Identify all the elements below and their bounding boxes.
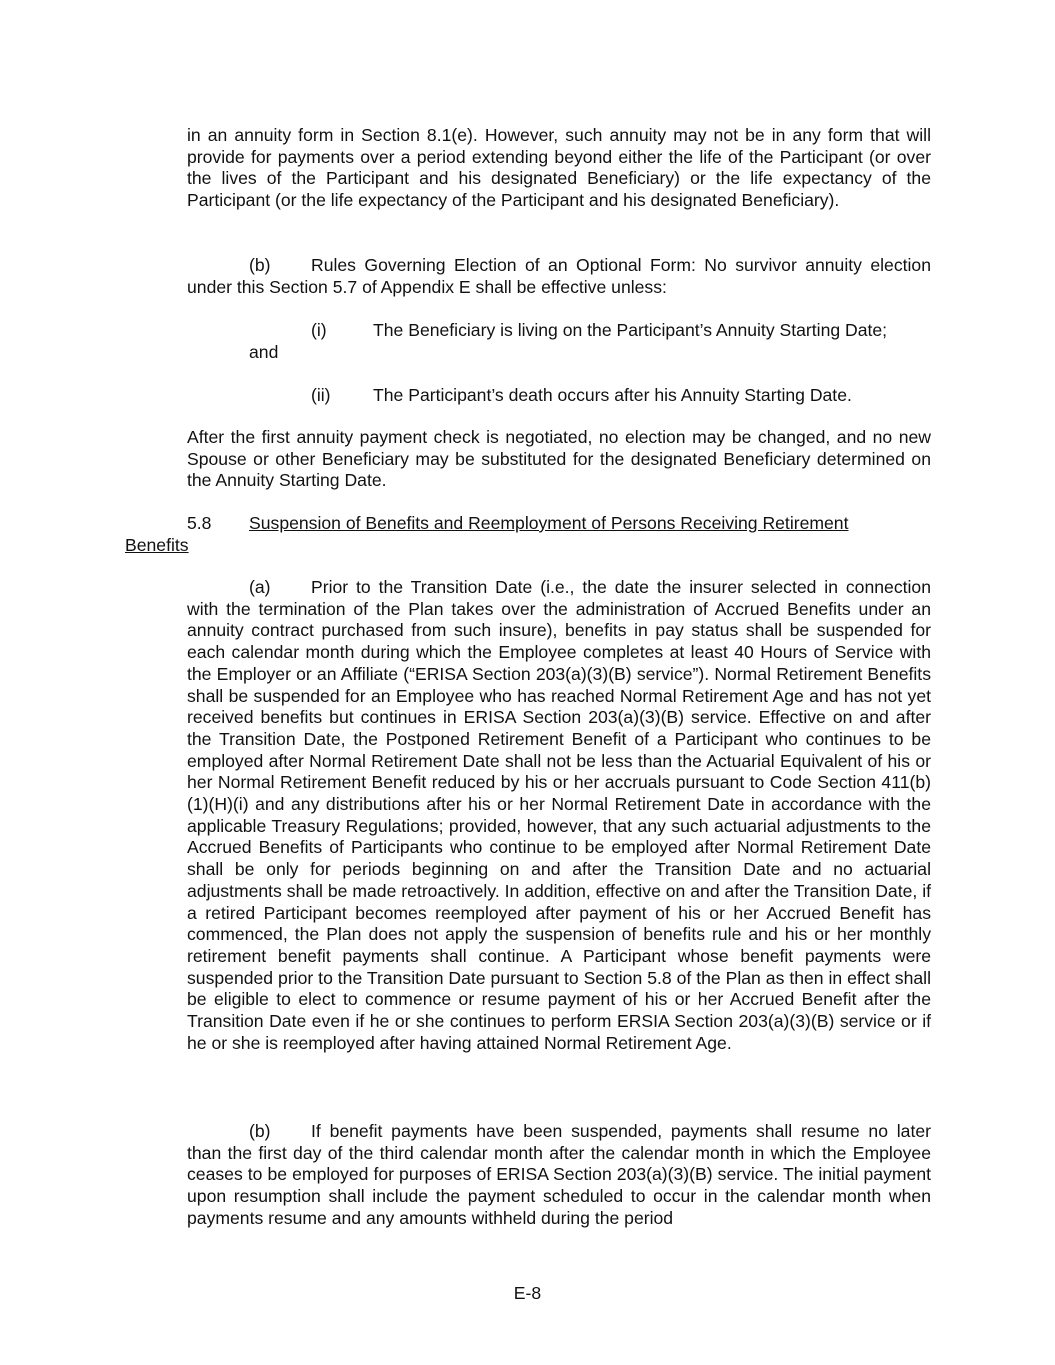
paragraph-a-label: (a) <box>249 577 271 597</box>
item-ii-label: (ii) <box>311 385 331 405</box>
item-i-and: and <box>249 342 279 362</box>
after-check-paragraph: After the first annuity payment check is negotiated, no election may be changed, and no new Spouse or other Beneficiary may be substituted for the designated Beneficiary determined on the Annuity Starting Date. <box>187 427 931 491</box>
item-i-label: (i) <box>311 320 327 340</box>
paragraph-a-suspension <box>187 577 931 1054</box>
page-number: E-8 <box>513 1283 542 1303</box>
paragraph-a-text: Prior to the Transition Date (i.e., the date the insurer selected in connection with the termination of the Plan takes over the administration of Accrued Benefits under an annuity contract purchased from such insure), benefits in pay status shall be suspended for each calendar month during which the Employee completes at least 40 Hours of Service with the Employer or an Affiliate (“ERISA Section 203(a)(3)(B) service”). Normal Retirement Benefits shall be suspended for an Employee who has reached Normal Retirement Age and has not yet received benefits but continues in ERISA Section 203(a)(3)(B) service. Effective on and after the Transition Date, the Postponed Retirement Benefit of a Participant who continues to be employed after Normal Retirement Date shall not be less than the Actuarial Equivalent of his or her Normal Retirement Benefit reduced by his or her accruals pursuant to Code Section 411(b)(1)(H)(i) and any distributions after his or her Normal Retirement Date in accordance with the applicable Treasury Regulations; provided, however, that any such actuarial adjustments to the Accrued Benefits of Participants who continue to be employed after Normal Retirement Date shall be only for periods beginning on and after the Transition Date and no actuarial adjustments shall be made retroactively. In addition, effective on and after the Transition Date, if a retired Participant becomes reemployed after payment of his or her Accrued Benefit has commenced, the Plan does not apply the suspension of benefits rule and his or her monthly retirement benefit payments shall continue. A Participant whose benefit payments were suspended prior to the Transition Date pursuant to Section 5.8 of the Plan as then in effect shall be eligible to elect to commence or resume payment of his or her Accrued Benefit after the Transition Date even if he or she continues to perform ERSIA Section 203(a)(3)(B) service or if he or she is reemployed after having attained Normal Retirement Age. <box>187 577 931 1053</box>
paragraph-b-resumption <box>187 1121 931 1230</box>
paragraph-b2-text: If benefit payments have been suspended, payments shall resume no later than the first day of the third calendar month after the calendar month in which the Employee ceases to be employed for purposes of ERISA Section 203(a)(3)(B) service. The initial payment upon resumption shall include the payment scheduled to occur in the calendar month when payments resume and any amounts withheld during the period <box>187 1121 931 1228</box>
section-heading: Suspension of Benefits and Reemployment of Persons Receiving Retirement <box>249 513 849 533</box>
paragraph-b-text: Rules Governing Election of an Optional Form: No survivor annuity election under this Section 5.7 of Appendix E shall be effective unless: <box>187 255 931 297</box>
paragraph-b-label: (b) <box>249 255 271 275</box>
intro-paragraph: in an annuity form in Section 8.1(e). However, such annuity may not be in any form that will provide for payments over a period extending beyond either the life of the Participant (or over the lives of the Participant and his designated Beneficiary) or the life expectancy of the Participant (or the life expectancy of the Participant and his designated Beneficiary). <box>187 125 931 211</box>
item-ii-text: The Participant’s death occurs after his Annuity Starting Date. <box>373 385 852 405</box>
section-number: 5.8 <box>187 513 212 533</box>
paragraph-b2-label: (b) <box>249 1121 271 1141</box>
item-i-text: The Beneficiary is living on the Participant’s Annuity Starting Date; <box>373 320 888 340</box>
paragraph-b-rules-governing-election <box>187 255 931 298</box>
section-heading-continued: Benefits <box>125 535 189 555</box>
